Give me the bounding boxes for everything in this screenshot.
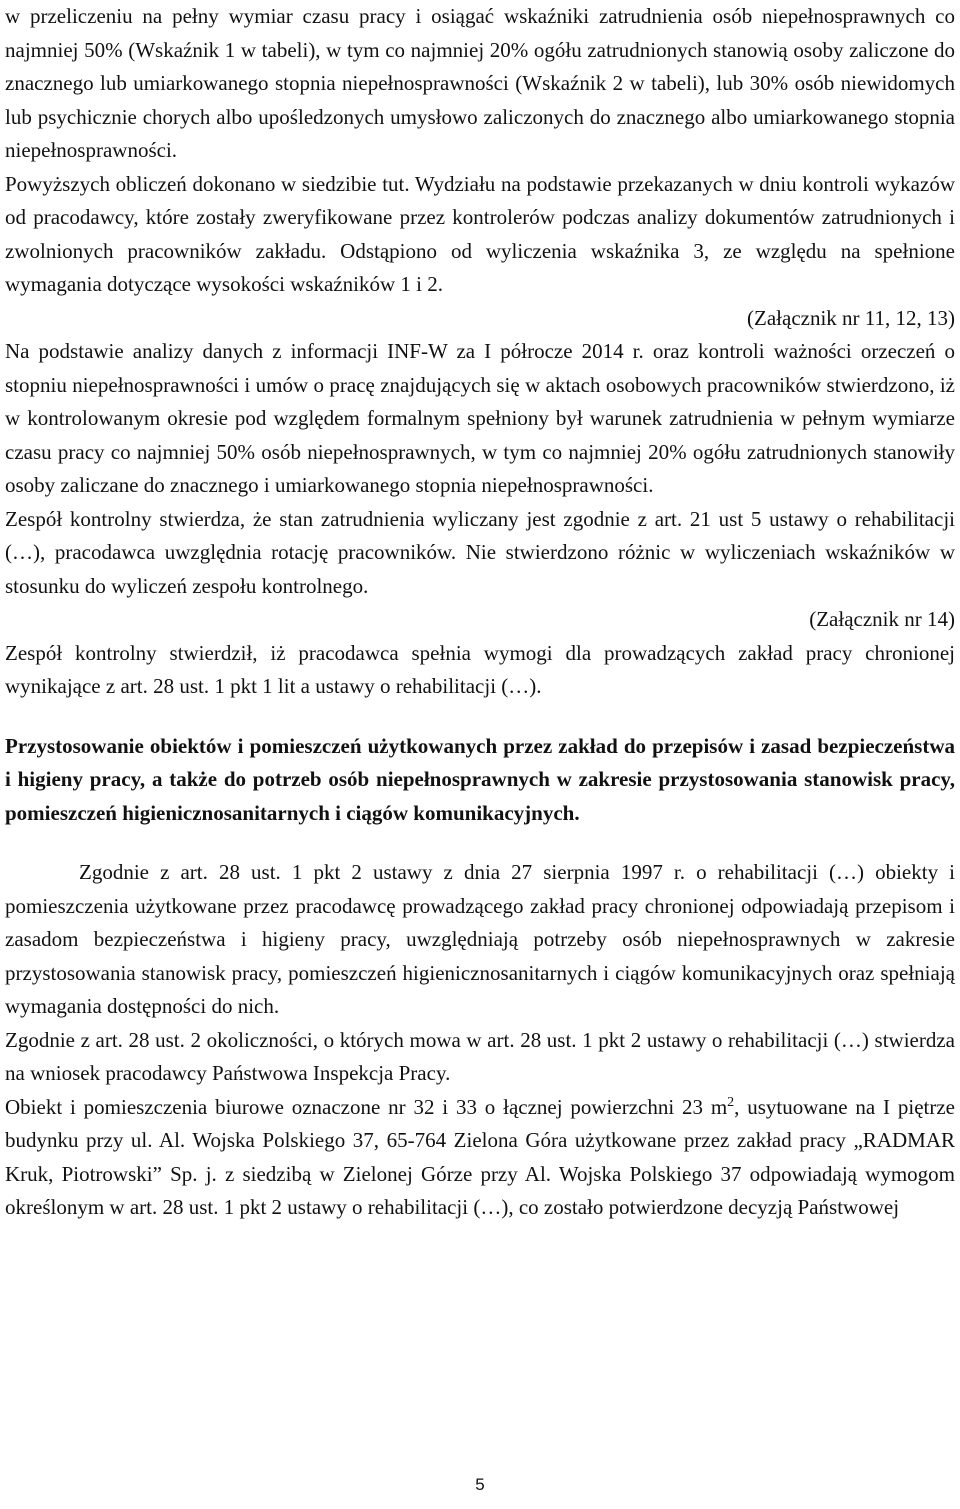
page-number: 5 <box>475 1475 485 1494</box>
paragraph-article-28-ust2: Zgodnie z art. 28 ust. 2 okoliczności, o których mowa w art. 28 ust. 1 pkt 2 ustawy o rehabilitacji (…) stwierdza na wniosek pracodawcy Państwowa Inspekcja Pracy. <box>5 1027 955 1085</box>
paragraph-article-28-pkt2: Zgodnie z art. 28 ust. 1 pkt 2 ustawy z dnia 27 sierpnia 1997 r. o rehabilitacji (…) obiekty i pomieszczenia użytkowane przez pracodawcę prowadzącego zakład pracy chronionej odpowiadają przepisom i zasadom bezpieczeństwa i higieny pracy, uwzględniają potrzeby osób niepełnosprawnych w zakresie przystosowania stanowisk pracy, pomieszczeń higienicznosanitarnych i ciągów komunikacyjnych oraz spełniają wymagania dostępności do nich. <box>5 860 955 1018</box>
superscript-square: 2 <box>727 1094 735 1110</box>
paragraph-team-statement: Zespół kontrolny stwierdza, że stan zatrudnienia wyliczany jest zgodnie z art. 21 ust 5 ustawy o rehabilitacji (…), pracodawca uwzględnia rotację pracowników. Nie stwierdzono różnic w wyliczeniach wskaźników w stosunku do wyliczeń zespołu kontrolnego. <box>5 506 955 598</box>
attachment-reference-11-13: (Załącznik nr 11, 12, 13) <box>747 305 955 330</box>
attachment-reference-14: (Załącznik nr 14) <box>809 607 955 631</box>
premises-text-part1: Obiekt i pomieszczenia biurowe oznaczone nr 32 i 33 o łącznej powierzchni 23 m <box>5 1094 728 1119</box>
paragraph-calculations: Powyższych obliczeń dokonano w siedzibie tut. Wydziału na podstawie przekazanych w dniu kontroli wykazów od pracodawcy, które zostały zweryfikowane przez kontrolerów podczas analizy dokumentów zatrudnionych i zwolnionych pracowników zakładu. Odstąpiono od wyliczenia wskaźnika 3, ze względu na spełnione wymagania dotyczące wysokości wskaźników 1 i 2. <box>5 171 955 296</box>
paragraph-requirements-met: Zespół kontrolny stwierdził, iż pracodawca spełnia wymogi dla prowadzących zakład pracy chronionej wynikające z art. 28 ust. 1 pkt 1 lit a ustawy o rehabilitacji (…). <box>5 640 955 698</box>
spacer <box>5 704 955 730</box>
document-page <box>5 0 955 1225</box>
paragraph-employment-indicators: w przeliczeniu na pełny wymiar czasu pracy i osiągać wskaźniki zatrudnienia osób niepełnosprawnych co najmniej 50% (Wskaźnik 1 w tabeli), w tym co najmniej 20% ogółu zatrudnionych stanowią osoby zaliczone do znacznego lub umiarkowanego stopnia niepełnosprawności (Wskaźnik 2 w tabeli), lub 30% osób niewidomych lub psychicznie chorych albo upośledzonych umysłowo zaliczonych do znacznego albo umiarkowanego stopnia niepełnosprawności. <box>5 4 955 162</box>
premises-text-part2: , usytuowane na I piętrze budynku przy ul. Al. Wojska Polskiego 37, 65-764 Zielona Góra użytkowane przez zakład pracy „RADMAR Kruk, Piotrowski” Sp. j. z siedzibą w Zielonej Górze przy Al. Wojska Polskiego 37 odpowiadają wymogom określonym w art. 28 ust. 1 pkt 2 ustawy o rehabilitacji (…), co zostało potwierdzone decyzją Państwowej <box>5 1094 955 1219</box>
paragraph-analysis-findings: Na podstawie analizy danych z informacji INF-W za I półrocze 2014 r. oraz kontroli ważności orzeczeń o stopniu niepełnosprawności i umów o pracę znajdujących się w aktach osobowych pracowników stwierdzono, iż w kontrolowanym okresie pod względem formalnym spełniony był warunek zatrudnienia w pełnym wymiarze czasu pracy co najmniej 50% osób niepełnosprawnych, w tym co najmniej 20% ogółu zatrudnionych stanowiły osoby zaliczane do znacznego i umiarkowanego stopnia niepełnosprawności. <box>5 339 955 497</box>
section-heading: Przystosowanie obiektów i pomieszczeń użytkowanych przez zakład do przepisów i zasad bezpieczeństwa i higieny pracy, a także do potrzeb osób niepełnosprawnych w zakresie przystosowania stanowisk pracy, pomieszczeń higienicznosanitarnych i ciągów komunikacyjnych. <box>5 733 955 825</box>
paragraph-premises <box>5 1091 955 1225</box>
spacer <box>5 830 955 856</box>
